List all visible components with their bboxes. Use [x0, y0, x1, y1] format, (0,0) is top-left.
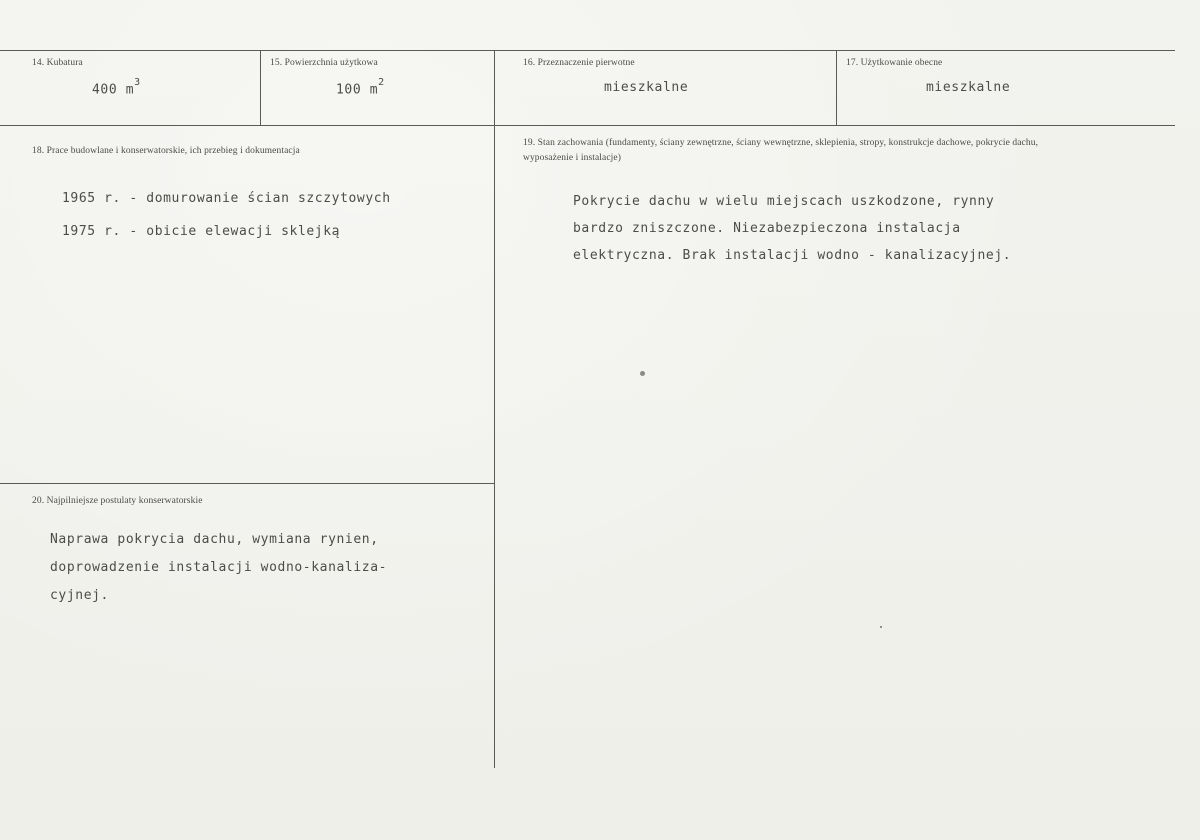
field-20-label: 20. Najpilniejsze postulaty konserwatorskie [32, 496, 203, 506]
field-14-value [92, 77, 141, 98]
field-15-exponent: 2 [378, 77, 385, 88]
paper-speck [880, 626, 882, 628]
field-16-label: 16. Przeznaczenie pierwotne [523, 58, 635, 68]
field-17-label: 17. Użytkowanie obecne [846, 58, 943, 68]
field-14-exponent: 3 [134, 77, 141, 88]
field-18-text [62, 182, 391, 248]
field-18-line: 1965 r. - domurowanie ścian szczytowych [62, 191, 391, 206]
field-16-value: mieszkalne [604, 80, 689, 95]
row-divider [0, 125, 1175, 126]
field-19-text [573, 188, 1011, 269]
field-19-line: bardzo zniszczone. Niezabezpieczona instalacja [573, 221, 961, 236]
field-14-value-text: 400 m [92, 82, 135, 98]
col-divider-2 [494, 50, 495, 768]
field-19-line: Pokrycie dachu w wielu miejscach uszkodzone, rynny [573, 194, 995, 209]
field-18-label: 18. Prace budowlane i konserwatorskie, ich przebieg i dokumentacja [32, 146, 300, 156]
field-20-text [50, 526, 387, 610]
col-divider-3 [836, 50, 837, 125]
field-15-value [336, 77, 385, 98]
field-18-line: 1975 r. - obicie elewacji sklejką [62, 224, 341, 239]
col-divider-1 [260, 50, 261, 125]
field-20-line: doprowadzenie instalacji wodno-kanaliza- [50, 560, 388, 575]
field-19-line: elektryczna. Brak instalacji wodno - kanalizacyjnej. [573, 248, 1012, 263]
paper-speck [640, 371, 645, 376]
field-20-divider [0, 483, 494, 484]
field-20-line: cyjnej. [50, 588, 109, 603]
field-20-line: Naprawa pokrycia dachu, wymiana rynien, [50, 532, 379, 547]
field-15-value-text: 100 m [336, 82, 379, 98]
top-border [0, 50, 1175, 51]
field-14-label: 14. Kubatura [32, 58, 83, 68]
field-17-value: mieszkalne [926, 80, 1011, 95]
field-19-label: 19. Stan zachowania (fundamenty, ściany zewnętrzne, ściany wewnętrzne, sklepienia, stropy, konstrukcje dachowe, pokrycie dachu, wyposażenie i instalacje) [523, 138, 1039, 163]
field-15-label: 15. Powierzchnia użytkowa [270, 58, 378, 68]
